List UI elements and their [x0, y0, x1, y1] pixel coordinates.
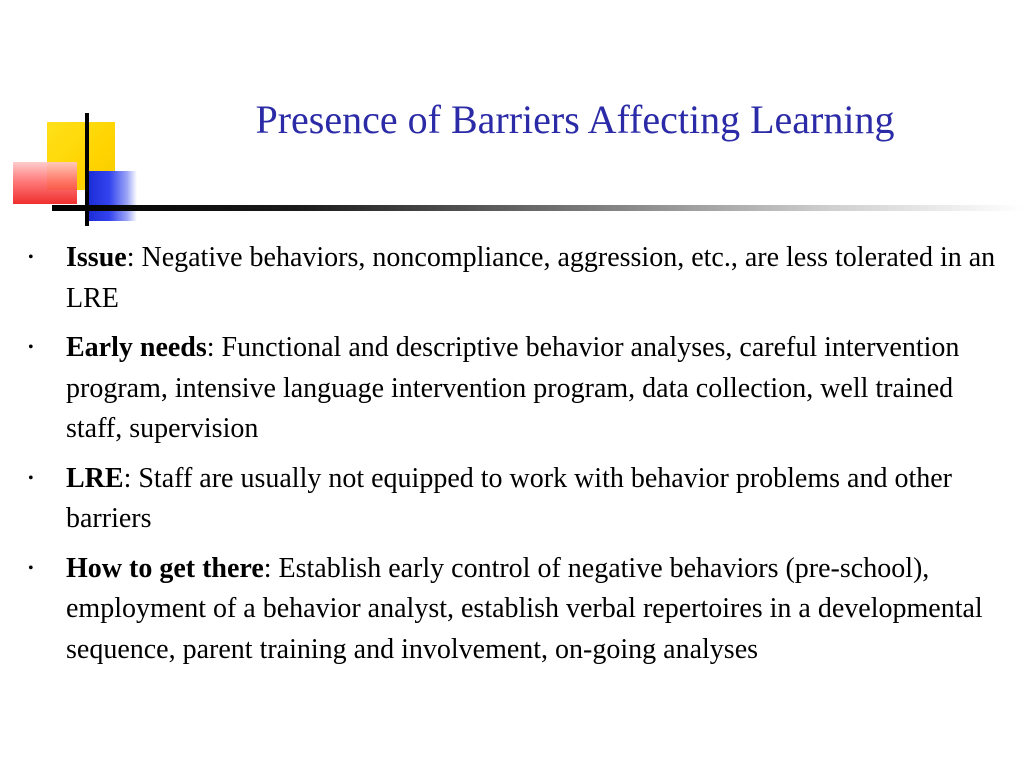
- bullet-text: : Functional and descriptive behavior analyses, careful intervention program, intensive language intervention program, data collection, well trained staff, supervision: [66, 332, 960, 444]
- bullet-text: : Staff are usually not equipped to work with behavior problems and other barriers: [66, 462, 952, 534]
- bullet-item-how-to-get-there: [0, 549, 1024, 671]
- bullet-icon: •: [28, 559, 34, 577]
- bullet-item-early-needs: [0, 328, 1024, 450]
- bullet-term: Early needs: [66, 332, 207, 363]
- bullet-text: : Negative behaviors, noncompliance, aggression, etc., are less tolerated in an LRE: [66, 242, 996, 314]
- bullet-list: [0, 238, 1024, 679]
- bullet-icon: •: [28, 249, 34, 266]
- logo-red-square: [13, 162, 77, 204]
- bullet-icon: •: [28, 469, 34, 487]
- bullet-item-lre: [0, 459, 1024, 540]
- bullet-term: How to get there: [66, 552, 264, 584]
- bullet-icon: •: [28, 339, 34, 356]
- bullet-item-issue: [0, 238, 1024, 319]
- bullet-term: Issue: [66, 242, 127, 273]
- slide-title: Presence of Barriers Affecting Learning: [255, 97, 895, 142]
- logo-blue-square: [87, 171, 137, 221]
- title-underline: [52, 205, 1024, 211]
- bullet-text: : Establish early control of negative behaviors (pre-school), employment of a behavior analyst, establish verbal repertoires in a developmental sequence, parent training and involvement, on-going analyses: [66, 552, 983, 665]
- bullet-term: LRE: [66, 462, 124, 494]
